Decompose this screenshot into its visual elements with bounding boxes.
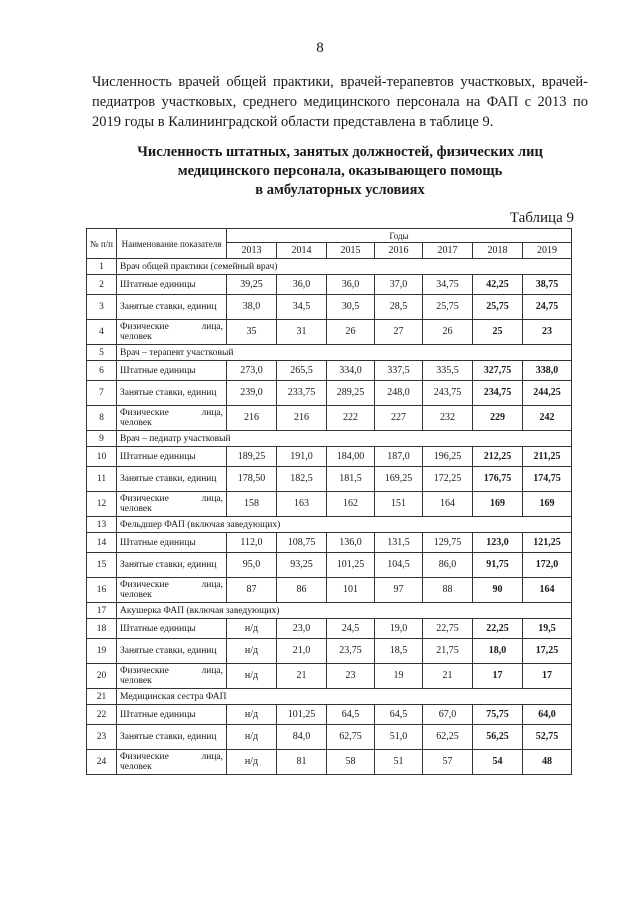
year-header: 2013 <box>227 243 277 259</box>
row-number: 5 <box>87 345 117 361</box>
indicator-label: Штатные единицы <box>117 705 227 725</box>
value-cell: 26 <box>327 320 375 345</box>
value-cell: 174,75 <box>523 467 572 492</box>
value-cell: 52,75 <box>523 725 572 750</box>
year-header: 2018 <box>473 243 523 259</box>
row-number: 17 <box>87 603 117 619</box>
value-cell: 189,25 <box>227 447 277 467</box>
value-cell: 27 <box>375 320 423 345</box>
row-number: 6 <box>87 361 117 381</box>
section-title: Акушерка ФАП (включая заведующих) <box>117 603 572 619</box>
value-cell: 233,75 <box>277 381 327 406</box>
value-cell: 34,5 <box>277 295 327 320</box>
table-body <box>87 259 572 775</box>
value-cell: 129,75 <box>423 533 473 553</box>
table-row <box>87 639 572 664</box>
value-cell: 163 <box>277 492 327 517</box>
value-cell: 34,75 <box>423 275 473 295</box>
intro-text: Численность врачей общей практики, врачей-терапевтов участковых, врачей-педиатров участковых, среднего медицинского персонала на ФАП с 2013 по 2019 годы в Калининградской области представлена в таблице 9. <box>92 74 588 130</box>
section-row <box>87 689 572 705</box>
indicator-label: Физические лица, человек <box>117 750 227 775</box>
value-cell: 21 <box>277 664 327 689</box>
section-title: Врач – терапевт участковый <box>117 345 572 361</box>
table-row <box>87 467 572 492</box>
value-cell: 151 <box>375 492 423 517</box>
value-cell: 37,0 <box>375 275 423 295</box>
value-cell: 86 <box>277 578 327 603</box>
value-cell: 169 <box>473 492 523 517</box>
value-cell: 90 <box>473 578 523 603</box>
header-years: Годы <box>227 229 572 243</box>
indicator-label: Штатные единицы <box>117 275 227 295</box>
value-cell: 212,25 <box>473 447 523 467</box>
value-cell: 84,0 <box>277 725 327 750</box>
value-cell: 338,0 <box>523 361 572 381</box>
value-cell: 222 <box>327 406 375 431</box>
value-cell: 67,0 <box>423 705 473 725</box>
value-cell: 19,0 <box>375 619 423 639</box>
value-cell: н/д <box>227 664 277 689</box>
table-row <box>87 578 572 603</box>
value-cell: 57 <box>423 750 473 775</box>
year-header: 2017 <box>423 243 473 259</box>
row-number: 3 <box>87 295 117 320</box>
value-cell: 51 <box>375 750 423 775</box>
row-number: 18 <box>87 619 117 639</box>
section-row <box>87 517 572 533</box>
value-cell: 38,75 <box>523 275 572 295</box>
year-header: 2014 <box>277 243 327 259</box>
value-cell: 23 <box>327 664 375 689</box>
table-title <box>90 143 590 200</box>
value-cell: 335,5 <box>423 361 473 381</box>
section-row <box>87 431 572 447</box>
row-number: 20 <box>87 664 117 689</box>
intro-paragraph <box>92 72 588 132</box>
table-row <box>87 725 572 750</box>
indicator-label: Штатные единицы <box>117 361 227 381</box>
value-cell: 91,75 <box>473 553 523 578</box>
value-cell: 26 <box>423 320 473 345</box>
value-cell: 64,5 <box>375 705 423 725</box>
indicator-label: Физические лица, человек <box>117 320 227 345</box>
value-cell: 38,0 <box>227 295 277 320</box>
value-cell: 75,75 <box>473 705 523 725</box>
table-row <box>87 664 572 689</box>
table-row <box>87 406 572 431</box>
value-cell: 64,0 <box>523 705 572 725</box>
title-line-2: медицинского персонала, оказывающего помощь <box>177 163 503 179</box>
row-number: 24 <box>87 750 117 775</box>
value-cell: 23 <box>523 320 572 345</box>
value-cell: 25,75 <box>423 295 473 320</box>
table-row <box>87 361 572 381</box>
row-number: 4 <box>87 320 117 345</box>
value-cell: 327,75 <box>473 361 523 381</box>
table-row <box>87 295 572 320</box>
value-cell: 334,0 <box>327 361 375 381</box>
value-cell: 35 <box>227 320 277 345</box>
table-row <box>87 619 572 639</box>
table-row <box>87 492 572 517</box>
value-cell: 17,25 <box>523 639 572 664</box>
value-cell: 121,25 <box>523 533 572 553</box>
value-cell: 19,5 <box>523 619 572 639</box>
indicator-label: Занятые ставки, единиц <box>117 381 227 406</box>
section-title: Медицинская сестра ФАП <box>117 689 572 705</box>
row-number: 8 <box>87 406 117 431</box>
value-cell: 95,0 <box>227 553 277 578</box>
table-row <box>87 320 572 345</box>
section-title: Врач общей практики (семейный врач) <box>117 259 572 275</box>
indicator-label: Занятые ставки, единиц <box>117 467 227 492</box>
value-cell: 181,5 <box>327 467 375 492</box>
row-number: 7 <box>87 381 117 406</box>
value-cell: 54 <box>473 750 523 775</box>
value-cell: 112,0 <box>227 533 277 553</box>
value-cell: 123,0 <box>473 533 523 553</box>
value-cell: 88 <box>423 578 473 603</box>
table-row <box>87 381 572 406</box>
year-header: 2019 <box>523 243 572 259</box>
value-cell: 172,0 <box>523 553 572 578</box>
value-cell: 18,0 <box>473 639 523 664</box>
value-cell: 39,25 <box>227 275 277 295</box>
section-row <box>87 259 572 275</box>
header-number: № п/п <box>87 229 117 259</box>
value-cell: 48 <box>523 750 572 775</box>
table-row <box>87 553 572 578</box>
value-cell: 244,25 <box>523 381 572 406</box>
indicator-label: Физические лица, человек <box>117 578 227 603</box>
row-number: 21 <box>87 689 117 705</box>
row-number: 10 <box>87 447 117 467</box>
row-number: 23 <box>87 725 117 750</box>
indicator-label: Занятые ставки, единиц <box>117 725 227 750</box>
value-cell: 158 <box>227 492 277 517</box>
table-row <box>87 447 572 467</box>
value-cell: н/д <box>227 619 277 639</box>
row-number: 16 <box>87 578 117 603</box>
row-number: 2 <box>87 275 117 295</box>
value-cell: 101,25 <box>327 553 375 578</box>
value-cell: 164 <box>523 578 572 603</box>
row-number: 14 <box>87 533 117 553</box>
value-cell: 31 <box>277 320 327 345</box>
value-cell: 22,75 <box>423 619 473 639</box>
value-cell: 108,75 <box>277 533 327 553</box>
value-cell: 22,25 <box>473 619 523 639</box>
indicator-label: Физические лица, человек <box>117 492 227 517</box>
table-row <box>87 275 572 295</box>
value-cell: 187,0 <box>375 447 423 467</box>
value-cell: 21 <box>423 664 473 689</box>
row-number: 15 <box>87 553 117 578</box>
value-cell: 182,5 <box>277 467 327 492</box>
table-label: Таблица 9 <box>509 210 574 226</box>
value-cell: 24,5 <box>327 619 375 639</box>
value-cell: 19 <box>375 664 423 689</box>
year-header: 2016 <box>375 243 423 259</box>
row-number: 19 <box>87 639 117 664</box>
table-row <box>87 705 572 725</box>
value-cell: 104,5 <box>375 553 423 578</box>
value-cell: 42,25 <box>473 275 523 295</box>
value-cell: 97 <box>375 578 423 603</box>
value-cell: 196,25 <box>423 447 473 467</box>
indicator-label: Занятые ставки, единиц <box>117 295 227 320</box>
value-cell: 184,00 <box>327 447 375 467</box>
value-cell: н/д <box>227 639 277 664</box>
value-cell: 227 <box>375 406 423 431</box>
indicator-label: Штатные единицы <box>117 533 227 553</box>
value-cell: 211,25 <box>523 447 572 467</box>
value-cell: 51,0 <box>375 725 423 750</box>
value-cell: 86,0 <box>423 553 473 578</box>
value-cell: 21,0 <box>277 639 327 664</box>
value-cell: 62,25 <box>423 725 473 750</box>
value-cell: 56,25 <box>473 725 523 750</box>
section-title: Фельдшер ФАП (включая заведующих) <box>117 517 572 533</box>
value-cell: 64,5 <box>327 705 375 725</box>
value-cell: 242 <box>523 406 572 431</box>
value-cell: 172,25 <box>423 467 473 492</box>
value-cell: 176,75 <box>473 467 523 492</box>
value-cell: н/д <box>227 705 277 725</box>
value-cell: 216 <box>227 406 277 431</box>
value-cell: 243,75 <box>423 381 473 406</box>
row-number: 13 <box>87 517 117 533</box>
header-indicator: Наименование показателя <box>117 229 227 259</box>
value-cell: 28,5 <box>375 295 423 320</box>
value-cell: 36,0 <box>277 275 327 295</box>
table-row <box>87 750 572 775</box>
value-cell: 25,75 <box>473 295 523 320</box>
row-number: 1 <box>87 259 117 275</box>
value-cell: 25 <box>473 320 523 345</box>
year-header: 2015 <box>327 243 375 259</box>
section-row <box>87 603 572 619</box>
staff-table <box>86 228 572 775</box>
value-cell: 136,0 <box>327 533 375 553</box>
section-row <box>87 345 572 361</box>
value-cell: 216 <box>277 406 327 431</box>
title-line-1: Численность штатных, занятых должностей, физических лиц <box>137 144 543 160</box>
value-cell: 23,75 <box>327 639 375 664</box>
indicator-label: Физические лица, человек <box>117 406 227 431</box>
row-number: 11 <box>87 467 117 492</box>
value-cell: 21,75 <box>423 639 473 664</box>
value-cell: 289,25 <box>327 381 375 406</box>
value-cell: 24,75 <box>523 295 572 320</box>
value-cell: 17 <box>473 664 523 689</box>
value-cell: 23,0 <box>277 619 327 639</box>
value-cell: 30,5 <box>327 295 375 320</box>
value-cell: 234,75 <box>473 381 523 406</box>
value-cell: 239,0 <box>227 381 277 406</box>
value-cell: 178,50 <box>227 467 277 492</box>
value-cell: 232 <box>423 406 473 431</box>
value-cell: 169,25 <box>375 467 423 492</box>
indicator-label: Штатные единицы <box>117 619 227 639</box>
value-cell: 18,5 <box>375 639 423 664</box>
value-cell: н/д <box>227 750 277 775</box>
row-number: 22 <box>87 705 117 725</box>
value-cell: 265,5 <box>277 361 327 381</box>
title-line-3: в амбулаторных условиях <box>255 182 425 198</box>
value-cell: 87 <box>227 578 277 603</box>
value-cell: 248,0 <box>375 381 423 406</box>
value-cell: 93,25 <box>277 553 327 578</box>
value-cell: 191,0 <box>277 447 327 467</box>
value-cell: 337,5 <box>375 361 423 381</box>
indicator-label: Штатные единицы <box>117 447 227 467</box>
indicator-label: Занятые ставки, единиц <box>117 639 227 664</box>
value-cell: 36,0 <box>327 275 375 295</box>
value-cell: 101,25 <box>277 705 327 725</box>
value-cell: 101 <box>327 578 375 603</box>
indicator-label: Физические лица, человек <box>117 664 227 689</box>
value-cell: 131,5 <box>375 533 423 553</box>
value-cell: 164 <box>423 492 473 517</box>
page-number: 8 <box>316 40 324 56</box>
value-cell: 273,0 <box>227 361 277 381</box>
value-cell: 169 <box>523 492 572 517</box>
value-cell: 229 <box>473 406 523 431</box>
row-number: 9 <box>87 431 117 447</box>
value-cell: 162 <box>327 492 375 517</box>
value-cell: 62,75 <box>327 725 375 750</box>
row-number: 12 <box>87 492 117 517</box>
value-cell: 81 <box>277 750 327 775</box>
value-cell: 17 <box>523 664 572 689</box>
value-cell: н/д <box>227 725 277 750</box>
table-row <box>87 533 572 553</box>
section-title: Врач – педиатр участковый <box>117 431 572 447</box>
indicator-label: Занятые ставки, единиц <box>117 553 227 578</box>
value-cell: 58 <box>327 750 375 775</box>
